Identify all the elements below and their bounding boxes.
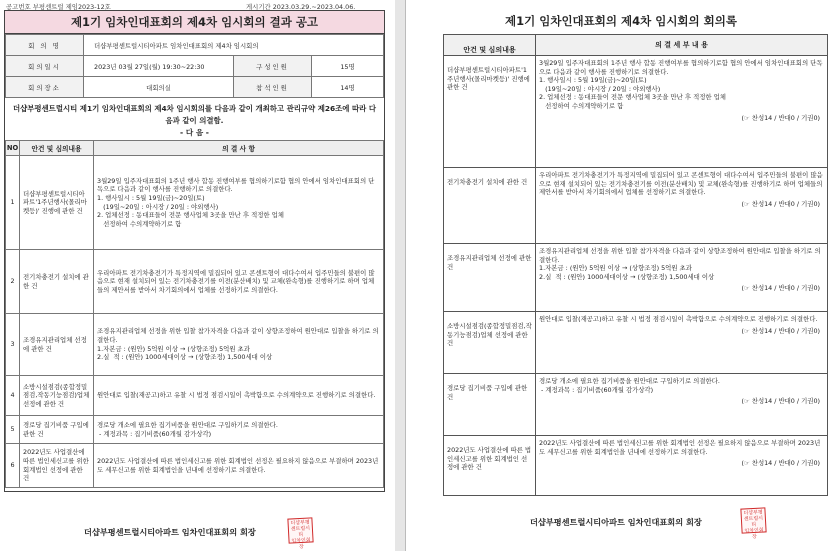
meeting-name-label: 회 의 명 bbox=[6, 35, 84, 56]
item-detail-text: 2022년도 사업결산에 따른 법인세신고를 위한 회계법인 선정은 필요하지 않음으로 부결하며 2023년도 세무신고를 위한 회계법인을 년내에 선정하기로 의결한다. bbox=[539, 439, 821, 456]
item-result: 경로당 개소에 필요한 집기비품을 원안대로 구입하기로 의결한다. - 계정과목 : 집기비품(60개월 감가상각) bbox=[94, 416, 384, 444]
item-topic: 전기차충전기 설치에 관한 건 bbox=[20, 250, 94, 314]
item-topic: 조경유지관리업체 선정에 관한 건 bbox=[444, 244, 536, 312]
vote-result: (☞ 찬성14 / 반대0 / 기권0) bbox=[741, 284, 820, 293]
item-detail bbox=[536, 436, 828, 496]
table-row bbox=[6, 314, 384, 376]
item-topic: 더샵부평센트럴시티아파트'1주년행사(몰리마켓등)' 진행에 관한 건 bbox=[20, 156, 94, 250]
meeting-name-value: 더샵부평센트럴시티아파트 임차인대표회의 제4차 임시회의 bbox=[84, 35, 384, 56]
item-topic: 2022년도 사업결산에 따른 법인세신고를 위한 회계법인 선정에 관한 건 bbox=[444, 436, 536, 496]
vote-result: (☞ 찬성14 / 반대0 / 기권0) bbox=[741, 113, 820, 122]
signature-line: 더샵부평센트럴시티아파트 임차인대표회의 회장 bbox=[84, 527, 256, 537]
posting-period: 게시기간 2023.03.29.~2023.04.06. bbox=[246, 3, 356, 11]
announcement-title: 제1기 임차인대표회의 제4차 임시회의 결과 공고 bbox=[5, 11, 384, 34]
attendance-label: 참석인원 bbox=[234, 77, 312, 98]
col-result: 의 결 사 항 bbox=[94, 141, 384, 156]
page-gap bbox=[395, 0, 405, 551]
members-value: 15명 bbox=[312, 56, 384, 77]
table-row bbox=[6, 376, 384, 416]
meeting-date-label: 회의일시 bbox=[6, 56, 84, 77]
item-topic: 경로당 집기비품 구입에 관한 건 bbox=[444, 374, 536, 436]
item-detail bbox=[536, 312, 828, 374]
item-number: 5 bbox=[6, 416, 20, 444]
table-row bbox=[444, 168, 828, 244]
item-detail bbox=[536, 374, 828, 436]
meeting-place-label: 회의장소 bbox=[6, 77, 84, 98]
item-topic: 2022년도 사업결산에 따른 법인세신고를 위한 회계법인 선정에 관한 건 bbox=[20, 444, 94, 488]
col-topic: 안건 및 심의내용 bbox=[20, 141, 94, 156]
item-result: 3월29일 입주자대표회의 1주년 행사 합동 진행여부를 협의하기로함 협의 안에서 임차인대표회의 단독으로 다음과 같이 행사를 진행하기로 의결한다. 1. 행사일시 : 5월 19일(금)~20일(토) (19일~20일 : 아시장 / 20일 : 야외행사) 2. 업체선정 : 동대표들이 전문 행사업체 3곳을 만난 후 적정한 업체 선정하여 수의계약하기로 함 bbox=[94, 156, 384, 250]
col-detail: 의 결 세 부 내 용 bbox=[536, 35, 828, 56]
item-detail bbox=[536, 56, 828, 168]
table-row bbox=[444, 56, 828, 168]
item-detail bbox=[536, 244, 828, 312]
col-no: NO bbox=[6, 141, 20, 156]
vote-result: (☞ 찬성14 / 반대0 / 기권0) bbox=[741, 397, 820, 406]
vote-result: (☞ 찬성14 / 반대0 / 기권0) bbox=[741, 199, 820, 208]
item-topic: 소방시설점검(종합정밀점검,작동기능점검)업체 선정에 관한 건 bbox=[444, 312, 536, 374]
meeting-place-value: 대회의실 bbox=[84, 77, 234, 98]
item-number: 1 bbox=[6, 156, 20, 250]
resolution-table bbox=[5, 140, 384, 488]
minutes-page bbox=[405, 0, 835, 551]
table-row bbox=[6, 156, 384, 250]
table-row bbox=[444, 312, 828, 374]
minutes-table bbox=[443, 34, 828, 496]
item-detail-text: 조경유지관리업체 선정을 위한 입찰 참가자격을 다음과 같이 상향조정하여 원안대로 입찰을 하기로 의결한다. 1.자본금 : (원안) 5억원 이상 → (상향조정) 5억원 초과 2.실 적 : (원안) 1000세대이상 → (상향조정) 1,500세대 이상 bbox=[539, 247, 821, 281]
item-number: 3 bbox=[6, 314, 20, 376]
members-label: 구성인원 bbox=[234, 56, 312, 77]
item-result: 우리아파트 전기차충전기가 특정지역에 밀집되어 있고 콘센트형이 대다수여서 입주민들의 불편이 많음으로 현재 설치되어 있는 전기차충전기를 이전(분산배치) 및 교체(완속형)를 진행하기로 하며 업체들의 제안서를 받아서 차기회의에서 업체를 선정하기로 의결한다. bbox=[94, 250, 384, 314]
table-row bbox=[6, 416, 384, 444]
item-number: 4 bbox=[6, 376, 20, 416]
table-row bbox=[444, 244, 828, 312]
col-topic: 안건 및 심의내용 bbox=[444, 35, 536, 56]
signature-line: 더샵부평센트럴시티아파트 임차인대표회의 회장 bbox=[530, 517, 702, 527]
notice-number: 공고번호 부평센트럴 제임2023-12호 bbox=[6, 3, 111, 11]
item-number: 2 bbox=[6, 250, 20, 314]
announcement-page bbox=[0, 0, 395, 551]
table-row bbox=[6, 250, 384, 314]
item-detail-text: 우리아파트 전기차충전기가 특정지역에 밀집되어 있고 콘센트형이 대다수여서 입주민들의 불편이 많음으로 현재 설치되어 있는 전기차충전기를 이전(분산배치) 및 교체(완속형)를 진행하기로 하며 업체들의 제안서를 받아서 차기회의에서 업체를 선정하기로 의결한다. bbox=[539, 171, 823, 197]
vote-result: (☞ 찬성14 / 반대0 / 기권0) bbox=[741, 459, 820, 468]
attendance-value: 14명 bbox=[312, 77, 384, 98]
announcement-box bbox=[4, 10, 385, 492]
meeting-date-value: 2023년 03월 27일(월) 19:30~22:30 bbox=[84, 56, 234, 77]
item-detail-text: 경로당 개소에 필요한 집기비품을 원안대로 구입하기로 의결한다. - 계정과목 : 집기비품(60개월 감가상각) bbox=[539, 377, 720, 394]
item-topic: 조경유지관리업체 선정에 관한 건 bbox=[20, 314, 94, 376]
minutes-table-box bbox=[443, 34, 828, 496]
item-topic: 경로당 집기비품 구입에 관한 건 bbox=[20, 416, 94, 444]
table-row bbox=[444, 374, 828, 436]
item-topic: 더샵부평센트럴시티아파트'1주년행사(몰리마켓등)' 진행에 관한 건 bbox=[444, 56, 536, 168]
item-detail-text: 3월29일 입주자대표회의 1주년 행사 합동 진행여부를 협의하기로함 협의 안에서 임차인대표회의 단독으로 다음과 같이 행사를 진행하기로 의결한다. 1. 행사일시 : 5월 19일(금)~20일(토) (19일~20일 : 야시장 / 20일 : 야외행사) 2. 업체선정 : 동대표들이 전문 행사업체 3곳을 만난 후 적정한 업체 선정하여 수의계약하기로 함 bbox=[539, 59, 823, 110]
item-detail-text: 원안대로 입찰(재공고)하고 유찰 시 법정 점검시일이 촉박함으로 수의계약으로 진행하기로 의결한다. bbox=[539, 315, 818, 323]
da-eum-heading: - 다 음 - bbox=[180, 128, 209, 137]
minutes-title: 제1기 임차인대표회의 제4차 임시회의 회의록 bbox=[505, 14, 737, 28]
item-result: 조경유지관리업체 선정을 위한 입찰 참가자격을 다음과 같이 상향조정하여 원안대로 입찰을 하기로 의결한다. 1.자본금 : (원안) 5억원 이상 → (상향조정) 5억원 초과 2.실 적 : (원안) 1000세대이상 → (상향조정) 1,500세대 이상 bbox=[94, 314, 384, 376]
item-topic: 소방시설점검(종합정밀점검,작동기능점검)업체 선정에 관한 건 bbox=[20, 376, 94, 416]
item-result: 원안대로 입찰(재공고)하고 유찰 시 법정 점검시일이 촉박함으로 수의계약으로 진행하기로 의결한다. bbox=[94, 376, 384, 416]
table-row bbox=[6, 444, 384, 488]
notice-text: 더샵부평센트럴시티 제1기 임차인대표회의 제4차 임시회의를 다음과 같이 개최하고 관리규약 제26조에 따라 다음과 같이 의결함. bbox=[12, 104, 376, 125]
table-row bbox=[444, 436, 828, 496]
item-topic: 전기차충전기 설치에 관한 건 bbox=[444, 168, 536, 244]
seal-stamp-icon: 더샵부평 센트럴시티 임차인회장 bbox=[287, 517, 313, 543]
item-detail bbox=[536, 168, 828, 244]
vote-result: (☞ 찬성14 / 반대0 / 기권0) bbox=[741, 326, 820, 335]
item-result: 2022년도 사업결산에 따른 법인세신고를 위한 회계법인 선정은 필요하지 않음으로 부결하며 2023년도 세무신고를 위한 회계법인을 년내에 선정하기로 의결한다. bbox=[94, 444, 384, 488]
seal-stamp-icon: 더샵부평 센트럴시티 임차인회장 bbox=[740, 507, 766, 533]
meeting-info-table bbox=[5, 34, 384, 98]
item-number: 6 bbox=[6, 444, 20, 488]
